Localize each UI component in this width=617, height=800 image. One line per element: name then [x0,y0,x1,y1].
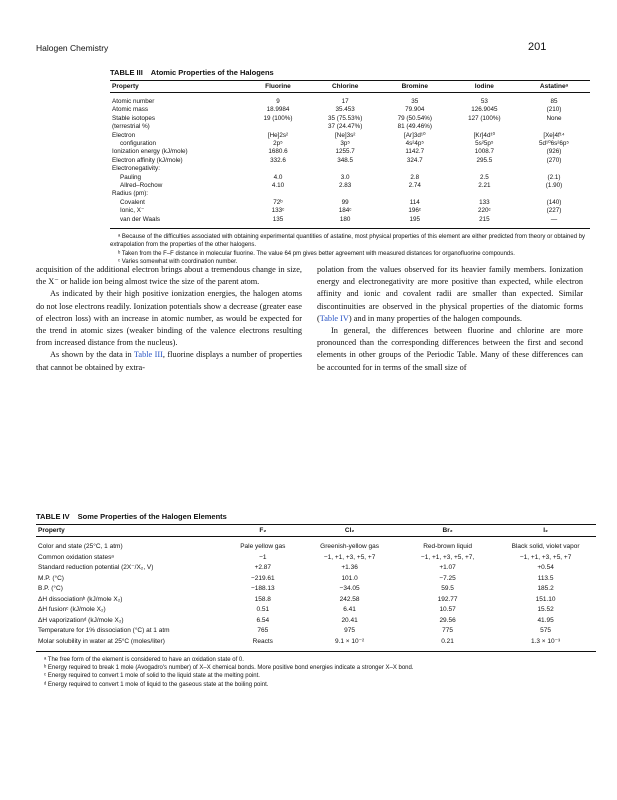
table-cell: −34.05 [339,585,360,592]
table-cell: 220ᶜ [477,207,491,215]
table-cell: (926) [546,148,562,156]
table-cell: [Ne]3s² [335,131,356,139]
table-cell [312,190,379,198]
table-cell: 35.453 [335,106,355,114]
table-iii-header: Property [110,81,244,93]
table-cell [518,165,590,173]
table-cell: 1.3 × 10⁻³ [495,637,596,652]
table-cell: 180 [312,216,379,229]
table-cell: 4s²4p⁵ [405,140,424,148]
table-cell: Black solid, violet vapor [511,543,580,550]
table-iv [36,512,596,689]
table-cell: 79.904 [405,106,425,114]
table-cell: 20.41 [341,616,358,624]
table-cell [518,190,590,198]
table-cell: 2.74 [408,182,421,190]
table-row [36,553,596,564]
table-cell: 85 [550,98,558,105]
table-iv-header: Property [36,525,226,537]
table-cell: Atomic number [112,98,155,105]
table-cell: 765 [257,627,269,634]
table-cell: −219.61 [250,574,275,582]
table-cell [244,190,311,198]
table-iii-title: Atomic Properties of the Halogens [150,68,274,77]
table-cell: 29.56 [439,616,456,624]
table-row [36,537,596,553]
table-iii-header: Fluorine [244,81,311,93]
table-cell: Radius (pm): [112,190,149,198]
footnote: ᵇ Taken from the F–F distance in molecular fluorine. The value 64 pm gives better agreement with measured distances for organofluorine compounds. [118,250,515,257]
table-cell: 59.5 [441,585,454,592]
table-cell: Reacts [226,637,299,652]
table-cell: 3.0 [340,173,350,181]
footnote: ᵃ Because of the difficulties associated with obtaining experimental quantities of astatine, most physical properties of this element are either predicted from theory or obtained by extrapolation from the properties of the other halogens. [110,234,586,249]
table-row [110,140,590,148]
table-cell: Molar solubility in water at 25°C (moles/liter) [36,637,226,652]
table-cell: Standard reduction potential (2X⁻/X₂, V) [38,564,154,571]
table-cell: — [518,216,590,229]
table-cell: 575 [540,627,552,634]
body-column-left [36,264,302,374]
table-cell: [Ar]3d¹⁰ [404,131,426,139]
table-cell: 196ᶜ [408,207,422,215]
table-cell: 2.8 [410,173,420,181]
table-row [110,207,590,215]
table-cell: 114 [409,198,420,206]
table-cell: ΔH dissociationᵇ (kJ/mole X₂) [38,595,123,603]
table-cell: 35 [411,98,419,105]
table-cell [451,165,518,173]
paragraph: In general, the differences between fluorine and chlorine are more pronounced than the corresponding differences between the first and second elements in other groups of the Periodic Table. Many of these differences can be accounted for in terms of the small size of [317,326,583,372]
table-cell: Electronegativity: [112,165,160,173]
table-cell: 72ᵇ [273,198,283,206]
table-cell: −7.25 [439,574,456,582]
table-cell [451,123,518,131]
table-cell: 332.6 [270,156,286,164]
table-cell: (1.90) [545,182,563,190]
table-cell: Electron affinity (kJ/mole) [112,156,183,164]
table-iii-header: Iodine [451,81,518,93]
table-cell: Electron [112,131,136,139]
paragraph-text: polation from the values observed for its heavier family members. Ionization energy and electronegativity are more positive than expected, while electron affinity and ionic and covalent radii are smaller than expected. Similar discontinuities are observed in the physical properties of the diatomic forms ( [317,265,583,323]
table-row [110,182,590,190]
table-iii-label: TABLE III [110,68,143,77]
table-cell: 1142.7 [405,148,425,156]
table-cell: 4.10 [271,182,285,190]
table-cell: Common oxidation statesᵃ [38,553,114,561]
table-cell: 215 [451,216,518,229]
table-iv-grid [36,524,596,652]
table-cell [244,123,311,131]
table-cell: 99 [341,198,349,206]
table-cell: 192.77 [437,595,458,603]
table-row [36,626,596,637]
table-cell: 195 [379,216,451,229]
table-cell: configuration [120,140,157,148]
table-cell: (270) [546,156,562,164]
table-cell: −1, +1, +3, +5, +7 [519,553,572,561]
table-cell: 2.21 [478,182,491,190]
table-cell: 35 (75.53%) [328,114,363,122]
table-cell: 81 (49.46%) [397,123,432,131]
table-iii-header: Astatineᵃ [518,81,590,93]
table-cell: 127 (100%) [468,114,501,122]
table-row [110,165,590,173]
paragraph: acquisition of the additional electron brings about a tremendous change in size, the X⁻ or halide ion being almost twice the size of the parent atom. [36,265,302,287]
table-iii [110,68,590,266]
table-cell: 0.21 [400,637,495,652]
table-cell: (227) [546,207,562,215]
table-iv-header: Cl₂ [299,525,400,537]
table-cell: −188.13 [250,585,275,592]
table-cell: van der Waals [110,216,244,229]
table-cell [379,190,451,198]
table-cell: 348.5 [337,156,354,164]
table-cell: 9 [276,98,280,105]
table-cell: 15.52 [537,606,554,613]
table-cell: 2.83 [339,182,352,190]
table-cell: 6.54 [256,616,270,624]
table-iii-grid [110,80,590,229]
table-cell: 10.57 [439,606,456,613]
table-row [110,190,590,198]
table-row [110,106,590,114]
table-cell: 5s²5p⁵ [475,140,494,148]
table-cell: 242.58 [339,595,360,603]
table-cell: 101.0 [341,574,358,582]
table-cell: (terrestrial %) [112,123,150,131]
table-cell [312,165,379,173]
table-cell: 113.5 [537,574,554,582]
table-row [110,216,590,229]
table-cell: 184ᶜ [338,207,352,215]
table-row [36,574,596,585]
table-cell: 133ᶜ [271,207,285,215]
table-cell [451,190,518,198]
table-cell: Stable isotopes [112,114,156,122]
table-iv-link[interactable]: Table IV [319,313,349,323]
table-iv-header: I₂ [495,525,596,537]
table-cell: −1, +1, +3, +5, +7, [420,553,475,561]
footnote: ᵈ Energy required to convert 1 mole of liquid to the gaseous state at the boiling point. [44,681,269,688]
table-cell: 17 [341,98,349,105]
table-iv-header: F₂ [226,525,299,537]
table-cell: 324.7 [406,156,423,164]
table-cell: 4.0 [273,173,283,181]
table-cell: Temperature for 1% dissociation (°C) at 1 atm [38,627,170,634]
table-cell: 79 (50.54%) [397,114,432,122]
paragraph-text: ) and in many properties of the halogen compounds. [348,313,522,323]
table-cell: (2.1) [547,173,561,181]
table-row [110,174,590,182]
table-cell: Ionic, X⁻ [120,207,145,215]
table-cell: 2.5 [479,173,489,181]
table-cell: 0.51 [256,606,270,613]
table-cell: 41.95 [537,616,554,624]
table-cell: 1008.7 [474,148,494,156]
table-cell: Ionization energy (kJ/mole) [112,148,188,156]
table-row [110,148,590,156]
table-cell: 295.5 [476,156,493,164]
table-cell: 185.2 [537,585,554,592]
table-cell: −1, +1, +3, +5, +7 [323,553,376,561]
table-cell: Red-brown liquid [423,543,472,550]
table-cell: +1.07 [439,564,456,571]
table-cell: Color and state (25°C, 1 atm) [38,543,123,550]
table-cell: (210) [546,106,562,114]
table-row [110,115,590,123]
table-cell: 126.9045 [471,106,498,114]
table-cell: 3p⁵ [340,140,350,148]
table-row [110,132,590,140]
table-cell: 975 [344,627,356,634]
table-cell: −1 [259,553,267,561]
paragraph-text: , fluorine displays a number of properties that cannot be obtained by extra- [36,350,303,372]
table-iv-caption [36,512,596,521]
table-cell [244,165,311,173]
table-cell [379,165,451,173]
table-cell: (140) [546,198,562,206]
table-cell: +1.36 [341,564,358,571]
table-iv-header: Br₂ [400,525,495,537]
table-cell: 1255.7 [335,148,355,156]
table-iii-caption [110,68,590,77]
table-cell: M.P. (°C) [38,574,64,582]
table-cell: ΔH vaporizationᵈ (kJ/mole X₂) [38,616,124,624]
table-row [110,93,590,107]
table-cell: 37 (24.47%) [328,123,363,131]
paragraph: As indicated by their high positive ionization energies, the halogen atoms do not lose electrons readily. Ionization potentials show a decrease (greater ease of electron loss) with an increase in atomic number, as would be expected for the trend in atomic sizes (weaker binding of the valence electrons resulting from increased distance from the nucleus). [36,289,302,348]
table-cell: [Xe]4f¹⁴ [543,131,565,139]
table-cell [518,123,590,131]
table-iii-header: Bromine [379,81,451,93]
table-row [110,123,590,131]
table-cell: 1680.6 [268,148,288,156]
table-cell: None [546,114,562,122]
table-iii-footnotes [110,233,590,266]
table-cell: Greenish-yellow gas [320,543,380,550]
table-iii-link[interactable]: Table III [133,350,163,360]
body-column-right [317,264,583,374]
table-cell: B.P. (°C) [38,585,63,592]
table-cell: Pale yellow gas [240,543,286,550]
table-row [110,157,590,165]
table-row [36,595,596,606]
table-row [36,563,596,574]
table-iv-footnotes [36,656,596,689]
table-cell: +2.87 [254,564,272,571]
table-cell: +0.54 [537,564,554,571]
table-row [36,637,596,652]
table-row [36,616,596,627]
table-iii-header: Chlorine [312,81,379,93]
running-header: Halogen Chemistry [36,43,109,53]
table-cell: 6.41 [343,606,356,613]
table-cell: Atomic mass [112,106,149,114]
table-cell: Covalent [120,198,145,206]
table-cell: 135 [244,216,311,229]
table-cell: 19 (100%) [263,114,293,122]
paragraph [36,349,302,373]
paragraph [317,264,583,325]
table-cell: 2p⁵ [273,140,283,148]
table-cell: Allred–Rochow [120,182,163,190]
paragraph-text: As shown by the data in [50,350,134,360]
table-cell: ΔH fusionᶜ (kJ/mole X₂) [38,606,106,613]
table-cell: 18.9984 [266,106,290,114]
table-cell: [Kr]4d¹⁰ [473,131,496,139]
table-cell: 133 [479,198,490,206]
table-row [36,584,596,595]
table-cell: Pauling [120,173,142,181]
table-cell: 151.10 [535,595,556,603]
table-cell: 53 [480,98,488,105]
footnote: ᵃ The free form of the element is considered to have an oxidation state of 0. [44,657,244,663]
footnote: ᵇ Energy required to break 1 mole (Avogadro's number) of X–X chemical bonds. More positive bond energies indicate a stronger X–X bond. [44,665,414,672]
table-cell: 158.8 [254,595,271,603]
page-number: 201 [528,41,547,53]
table-iv-label: TABLE IV [36,512,70,521]
table-cell: 775 [442,627,453,634]
table-row [36,605,596,616]
table-iv-title: Some Properties of the Halogen Elements [77,512,227,521]
footnote: ᶜ Energy required to convert 1 mole of solid to the liquid state at the melting point. [44,673,260,680]
table-row [110,199,590,207]
table-cell: 9.1 × 10⁻² [299,637,400,652]
footnote: ᶜ Varies somewhat with coordination number. [118,258,238,265]
table-cell: [He]2s² [267,131,289,139]
table-cell: 5d¹⁰6s²6p⁵ [538,140,569,148]
